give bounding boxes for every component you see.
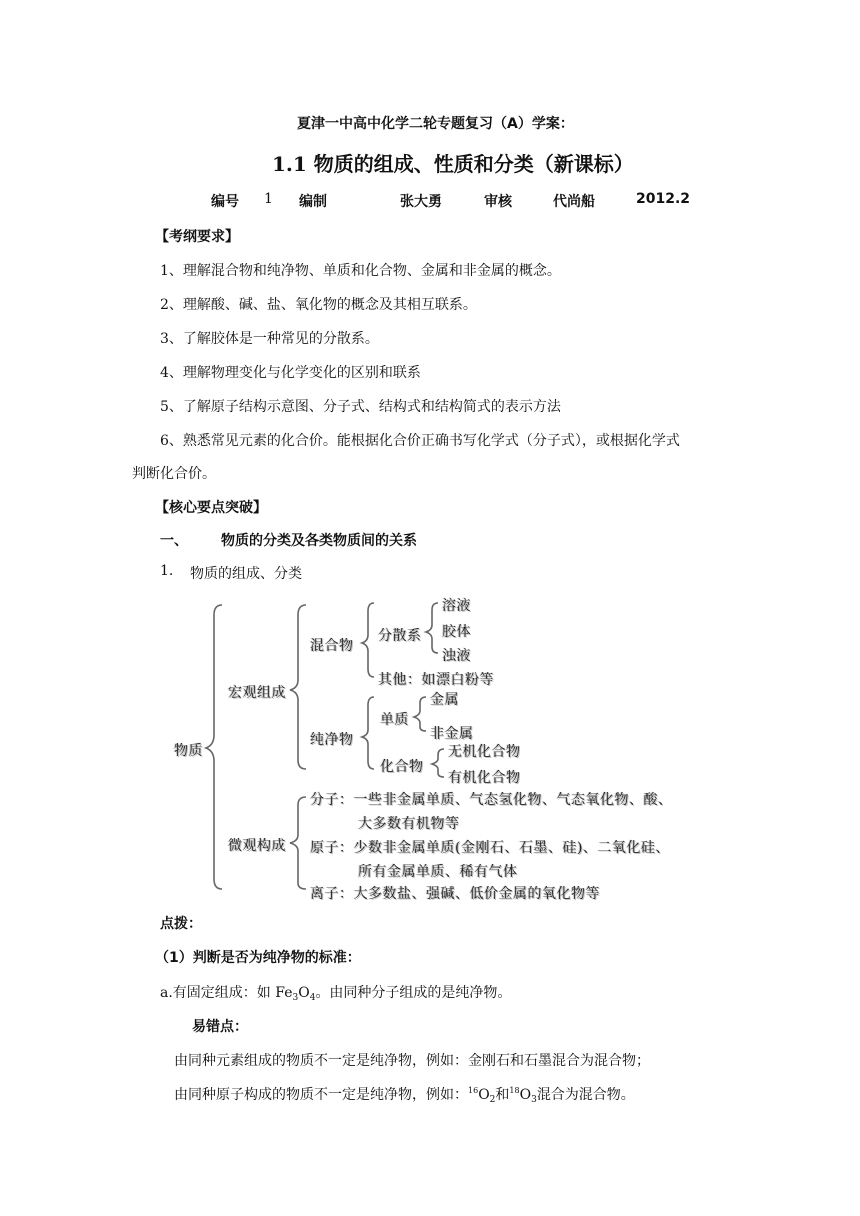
node-nonmetal: 非金属 [430, 726, 474, 742]
error2-sub2: 3 [531, 1095, 537, 1105]
error2-and: 和 [495, 1087, 510, 1103]
error-heading: 易错点： [192, 1019, 248, 1035]
error-item-1: 由同种元素组成的物质不一定是纯净物，例如：金刚石和石墨混合为混合物； [174, 1053, 650, 1069]
node-micro: 微观构成 [228, 838, 286, 854]
subsection-number: 1. [160, 563, 174, 579]
tips-a-o: O [298, 985, 310, 1001]
error2-prefix: 由同种原子构成的物质不一定是纯净物，例如： [174, 1087, 468, 1103]
node-molecule-cont: 大多数有机物等 [358, 816, 460, 832]
meta-author-value: 张大勇 [400, 194, 442, 210]
node-molecule: 分子：一些非金属单质、气态氢化物、气态氧化物、酸、 [310, 792, 673, 808]
node-metal: 金属 [430, 692, 459, 708]
node-macro: 宏观组成 [228, 685, 286, 701]
requirement-item-5: 5、了解原子结构示意图、分子式、结构式和结构简式的表示方法 [160, 399, 561, 415]
tips-item-a [160, 982, 511, 1003]
error2-sub1: 2 [489, 1095, 496, 1105]
diagram-brackets [170, 585, 710, 905]
subsection-title: 物质的组成、分类 [190, 566, 302, 582]
meta-number-label: 编号 [211, 194, 239, 210]
meta-date: 2012.2 [636, 191, 691, 207]
core-heading: 【核心要点突破】 [155, 500, 267, 516]
node-colloid: 胶体 [442, 624, 471, 640]
node-atom: 原子：少数非金属单质(金刚石、石墨、硅)、二氧化硅、 [310, 840, 670, 856]
meta-number-value: 1 [264, 191, 273, 207]
requirement-item-2: 2、理解酸、碱、盐、氧化物的概念及其相互联系。 [160, 297, 477, 313]
node-atom-cont: 所有金属单质、稀有气体 [358, 864, 518, 880]
error2-suffix: 混合为混合物。 [536, 1087, 635, 1103]
section-number: 一、 [160, 533, 188, 549]
node-ion: 离子：大多数盐、强碱、低价金属的氧化物等 [310, 886, 600, 902]
doc-title: 1.1 物质的组成、性质和分类（新课标） [272, 152, 634, 176]
node-pure: 纯净物 [310, 732, 354, 748]
classification-diagram [170, 585, 710, 905]
node-mixture: 混合物 [310, 638, 354, 654]
node-suspension: 浊液 [442, 648, 471, 664]
error2-sup1: 16 [468, 1086, 479, 1095]
node-element: 单质 [380, 712, 409, 728]
node-inorganic: 无机化合物 [448, 744, 521, 760]
meta-reviewer-label: 审核 [484, 194, 512, 210]
requirement-item-4: 4、理解物理变化与化学变化的区别和联系 [160, 365, 421, 381]
requirement-item-3: 3、了解胶体是一种常见的分散系。 [160, 331, 379, 347]
error2-o3: O [519, 1087, 532, 1103]
requirements-heading: 【考纲要求】 [155, 229, 239, 245]
tips-criterion: （1）判断是否为纯净物的标准： [155, 950, 361, 966]
requirement-item-6-cont: 判断化合价。 [132, 466, 216, 482]
error2-sup2: 18 [509, 1086, 520, 1095]
tips-heading: 点拨： [160, 916, 202, 932]
node-compound: 化合物 [380, 759, 424, 775]
requirement-item-1: 1、理解混合物和纯净物、单质和化合物、金属和非金属的概念。 [160, 263, 561, 279]
meta-author-label: 编制 [299, 194, 327, 210]
tips-a-sub2: 4 [309, 993, 316, 1003]
requirement-item-6: 6、熟悉常见元素的化合价。能根据化合价正确书写化学式（分子式），或根据化学式 [160, 433, 680, 449]
node-solution: 溶液 [442, 598, 471, 614]
doc-subtitle: 夏津一中高中化学二轮专题复习（A）学案： [297, 116, 574, 132]
node-root: 物质 [174, 743, 203, 759]
error-item-2 [174, 1084, 635, 1105]
meta-reviewer-value: 代尚船 [553, 194, 595, 210]
node-dispersion: 分散系 [378, 628, 422, 644]
tips-a-sub1: 3 [292, 993, 299, 1003]
section-title: 物质的分类及各类物质间的关系 [221, 533, 417, 549]
tips-a-prefix: a.有固定组成：如 Fe [160, 985, 293, 1001]
node-other-mixture: 其他：如漂白粉等 [378, 672, 494, 688]
error2-o2: O [478, 1087, 490, 1103]
node-organic: 有机化合物 [448, 770, 521, 786]
tips-a-suffix: 。由同种分子组成的是纯净物。 [315, 985, 512, 1001]
